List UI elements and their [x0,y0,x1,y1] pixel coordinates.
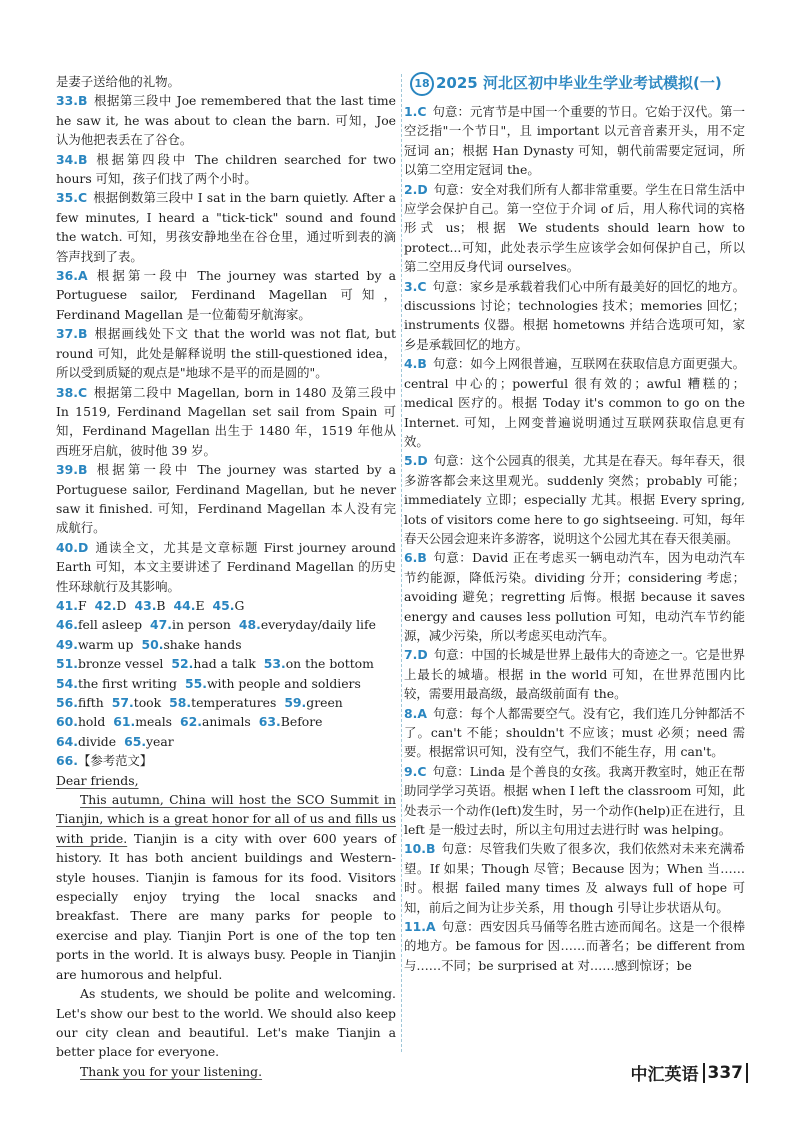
answer-text: animals [202,714,251,730]
question-number: 61. [113,714,136,730]
question-number: 64. [56,733,78,749]
right-column [404,72,745,975]
short-answer [113,712,172,731]
explanation-text: 根据第一段中 The journey was started by a Portuguese sailor, Ferdinand Magellan 可知，Ferdinand Magellan 是一位葡萄牙航海家。 [56,268,396,322]
explanation-text: 根据第一段中 The journey was started by a Portuguese sailor, Ferdinand Magellan, but he never saw it finished. 可知，Ferdinand Magellan 本人没有完成航行。 [56,462,396,536]
short-answer [56,712,105,731]
answer-text: everyday/daily life [260,617,376,633]
question-number: 58. [169,695,192,710]
right-answer-list [404,102,745,975]
brand-name: 中汇英语 [630,1065,699,1085]
answer-letter: D [417,647,428,663]
question-number: 36. [56,268,78,284]
explanation-text: 根据第四段中 The children searched for two hours 可知，孩子们找了两个小时。 [56,151,396,187]
answer-text: had a talk [193,656,256,672]
short-answer-row [56,674,396,693]
question-number: 52. [171,656,194,672]
page-footer [631,1060,749,1085]
short-answer [56,693,104,712]
answer-letter: C [77,384,88,400]
question-number: 63. [258,714,281,730]
short-answer [180,712,251,731]
answer-item [404,839,745,917]
question-number: 9. [404,763,418,779]
short-answer [141,635,241,654]
answer-text: fifth [77,695,104,710]
question-number: 51. [56,656,78,672]
answer-item [56,460,396,538]
short-answer [56,732,116,751]
explanation-text: 句意：每个人都需要空气。没有它，我们连几分钟都活不了。can't 不能；shouldn't 不应该；must 必须；need 需要。根据常识可知，没有空气，我们不能生存，用 can't。 [404,705,745,760]
answer-letter: B [77,462,88,478]
answer-letter: B [417,356,427,372]
question-number: 7. [404,647,418,663]
answer-text: D [116,597,127,613]
short-answer [134,596,165,615]
short-answer [284,693,342,712]
question-number: 10. [404,841,426,857]
question-number: 44. [173,597,196,613]
question-number: 62. [180,714,202,730]
question-number: 65. [124,733,147,749]
explanation-text: 根据画线处下文 that the world was not flat, but round 可知，此处是解释说明 the still-questioned idea，所以受到质疑的观点是"地球不是平的而是圆的"。 [56,326,396,381]
essay-paragraph-2: As students, we should be polite and welcoming. Let's show our best to the world. We should also keep our city clean and beautiful. Let's make Tianjin a better place for everyone. [56,986,396,1060]
question-number: 8. [404,705,418,721]
short-answer [174,596,205,615]
model-essay [56,751,396,1081]
essay-closing-line [56,1062,396,1081]
question-number: 57. [111,695,134,710]
answer-text: in person [172,617,231,633]
question-number: 53. [263,656,286,672]
question-number: 47. [150,617,172,633]
explanation-text: 根据倒数第三段中 I sat in the barn quietly. After a few minutes, I heard a "tick-tick" sound and found the watch. 可知，男孩安静地坐在谷仓里，通过听到表的滴答声找到了表。 [56,190,396,264]
short-answer [259,712,323,731]
answer-text: F [77,597,87,613]
question-number: 3. [404,278,418,294]
answer-item [404,451,745,548]
short-answer [171,654,255,673]
short-answer [56,596,87,615]
answer-item [404,180,745,277]
question-number: 40. [56,539,78,555]
page-number: 337 [703,1063,749,1083]
section-title [410,72,745,96]
column-divider [401,74,402,1052]
answer-item [56,383,396,461]
answer-text: on the bottom [285,656,374,672]
essay-label: 【参考范文】 [77,753,153,769]
explanation-text: 句意：David 正在考虑买一辆电动汽车，因为电动汽车节约能源，降低污染。dividing 分开；considering 考虑；avoiding 避免；regretting 后悔。根据 because it saves energy and causes less pollution 可知，电动汽车节约能源，减少污染，所以考虑买电动汽车。 [404,550,745,643]
answer-text: green [306,695,343,710]
short-answer [124,732,174,751]
short-answer [264,654,374,673]
question-number: 60. [56,714,78,730]
answer-item [56,150,396,189]
answer-letter: C [417,763,427,779]
answer-letter: C [417,104,427,119]
answer-text: year [146,733,174,749]
explanation-text: 通读全文，尤其是文章标题 First journey around Earth 可知，本文主要讲述了 Ferdinand Magellan 的历史性环球航行及其影响。 [56,539,396,594]
answer-text: Before [280,714,323,730]
question-number: 54. [56,675,78,691]
explanation-text: 句意：西安因兵马俑等名胜古迹而闻名。这是一个很棒的地方。be famous for 因……而著名；be different from 与……不同；be surprised at 对……感到惊讶；be [404,919,745,973]
explanation-text: 句意：这个公园真的很美，尤其是在春天。每年春天，很多游客都会来这里观光。suddenly 突然；probably 可能；immediately 立即；especially 尤其。根据 Every spring, lots of visitors come here to go sightseeing. 可知，每年春天公园会迎来许多游客，说明这个公园尤其在春天很美丽。 [404,453,745,546]
question-number: 39. [56,462,78,478]
question-number: 35. [56,190,78,206]
answer-item [404,762,745,840]
question-number: 2. [404,181,418,197]
question-number: 46. [56,617,78,633]
answer-text: warm up [77,636,134,652]
answer-letter: A [417,705,427,721]
essay-paragraph-1 [56,790,396,984]
short-answer [95,596,127,615]
question-number: 33. [56,93,78,109]
answer-text: G [234,597,245,613]
explanation-text: 句意：中国的长城是世界上最伟大的奇迹之一。它是世界上最长的城墙。根据 in the world 可知，在世界范围内比较，需要用最高级，最高级前面有 the。 [404,647,745,702]
question-number: 50. [141,636,164,652]
explanation-text: 句意：尽管我们失败了很多次，我们依然对未来充满希望。If 如果；Though 尽管；Because 因为；When 当……时。根据 failed many times 及 always full of hope 可知，前后之间为让步关系，用 though 引导让步状语从句。 [404,841,745,915]
intro-line: 是妻子送给他的礼物。 [56,74,180,89]
question-number: 41. [56,597,78,613]
explanation-text: 根据第三段中 Joe remembered that the last time he saw it, he was about to clean the barn. 可知，Joe 认为他把表丢在了谷仓。 [56,93,396,148]
answer-letter: D [417,181,428,197]
answer-text: fell asleep [77,617,143,633]
answer-item [404,354,745,451]
short-answer [213,596,245,615]
answer-letter: B [425,841,436,857]
explanation-text: 句意：元宵节是中国一个重要的节日。它始于汉代。第一空泛指"一个节日"，且 important 以元音音素开头，用不定冠词 an；根据 Han Dynasty 可知，朝代前需要定冠词，所以第二空用定冠词 the。 [404,104,745,178]
answer-letter: D [77,539,89,555]
explanation-text: 句意：如今上网很普遍，互联网在获取信息方面更强大。central 中心的；powerful 很有效的；awful 糟糕的；medical 医疗的。根据 Today it's common to go on the Internet. 可知，上网变普遍说明通过互联网获取信息更有效。 [404,356,745,449]
essay-number: 66. [56,753,78,769]
short-answer-row [56,635,396,654]
answer-item [404,704,745,762]
answer-text: the first writing [77,675,177,691]
short-answer [56,654,163,673]
section-title-text: 2025 河北区初中毕业生学业考试模拟(一) [436,74,722,93]
answer-text: divide [77,733,117,749]
answer-letter: C [417,278,427,294]
short-answer-row [56,712,396,731]
answer-letter: C [77,190,88,206]
short-answer-row [56,654,396,673]
answer-item [404,548,745,645]
question-number: 56. [56,695,78,710]
short-answer [169,693,276,712]
essay-paragraph-1-rest: Tianjin is a city with over 600 years of history. It has both ancient buildings and Western-style houses. Tianjin is famous for its food. Visitors especially enjoy trying the local snacks and breakfast. There are many parks for people to exercise and play. Tianjin Port is one of the top ten ports in the world. It is always busy. People in Tianjin are humorous and helpful. [56,830,396,982]
question-number: 49. [56,636,78,652]
essay-greeting: Dear friends, [56,772,139,788]
answer-text: hold [77,714,106,730]
essay-underlined-sentence: This autumn, China will host the SCO Summit in Tianjin, which is a great honor for all of us and fills us with pride. [56,792,396,846]
explanation-text: 根据第二段中 Magellan, born in 1480 及第三段中 In 1519, Ferdinand Magellan set sail from Spain 可知，Ferdinand Magellan 出生于 1480 年，1519 年他从西班牙启航，彼时他 39 岁。 [56,384,396,458]
short-answer [56,615,142,634]
explanation-text: 句意：Linda 是个善良的女孩。我离开教室时，她正在帮助同学学习英语。根据 when I left the classroom 可知，此处表示一个动作(left)发生时，另一个动作(help)正在进行，且 left 是一般过去时，所以主句用过去进行时 was helping。 [404,763,745,838]
question-number: 4. [404,356,418,372]
explanation-text: 句意：安全对我们所有人都非常重要。学生在日常生活中应学会保护自己。第一空位于介词 of 后，用人称代词的宾格形式 us；根据 We students should learn how to protect...可知，此处表示学生应该学会如何保护自己，所以第二空用反身代词 ourselves。 [404,181,745,275]
short-answer-row [56,615,396,634]
short-answer-row [56,693,396,712]
question-number: 59. [284,695,307,710]
short-answer-row [56,732,396,751]
answer-letter: B [77,151,88,167]
answer-text: temperatures [191,695,277,710]
answer-text: with people and soldiers [206,675,361,691]
short-answer [150,615,231,634]
answer-text: E [195,597,205,613]
question-number: 5. [404,453,418,469]
answer-item [56,266,396,324]
question-number: 42. [94,597,117,613]
explanation-text: 句意：家乡是承载着我们心中所有最美好的回忆的地方。discussions 讨论；technologies 技术；memories 回忆；instruments 仪器。根据 hometowns 并结合选项可知，家乡是承载回忆的地方。 [404,278,745,352]
answer-text: shake hands [163,636,242,652]
short-answer [112,693,161,712]
answer-item [404,917,745,975]
left-answer-list [56,91,396,596]
question-number: 1. [404,104,418,119]
answer-item [56,538,396,596]
answer-item [404,102,745,180]
short-answer [56,635,133,654]
answer-letter: A [425,919,436,935]
answer-item [56,188,396,266]
short-answer-row [56,596,396,615]
question-number: 55. [185,675,207,691]
answer-text: took [133,695,162,710]
question-number: 43. [134,597,157,613]
section-number-badge: 18 [410,72,434,96]
answer-item [404,277,745,355]
answer-item [56,324,396,382]
answer-item [404,645,745,703]
question-number: 11. [404,919,426,935]
question-number: 45. [212,597,235,613]
left-column [56,72,396,1081]
answer-letter: B [417,550,427,566]
question-number: 37. [56,326,78,342]
answer-letter: D [417,453,428,469]
answer-text: B [156,597,166,613]
short-answer [239,615,376,634]
essay-closing: Thank you for your listening. [80,1063,263,1079]
answer-text: meals [135,714,173,730]
answer-letter: B [77,326,88,342]
short-answer [56,674,177,693]
question-number: 48. [238,617,261,633]
answer-text: bronze vessel [77,656,164,672]
short-answer [185,674,361,693]
short-answer-rows [56,596,396,751]
question-number: 34. [56,151,78,167]
question-number: 38. [56,384,78,400]
answer-letter: B [77,93,88,109]
answer-letter: A [77,268,88,284]
question-number: 6. [404,550,418,566]
answer-item [56,91,396,149]
